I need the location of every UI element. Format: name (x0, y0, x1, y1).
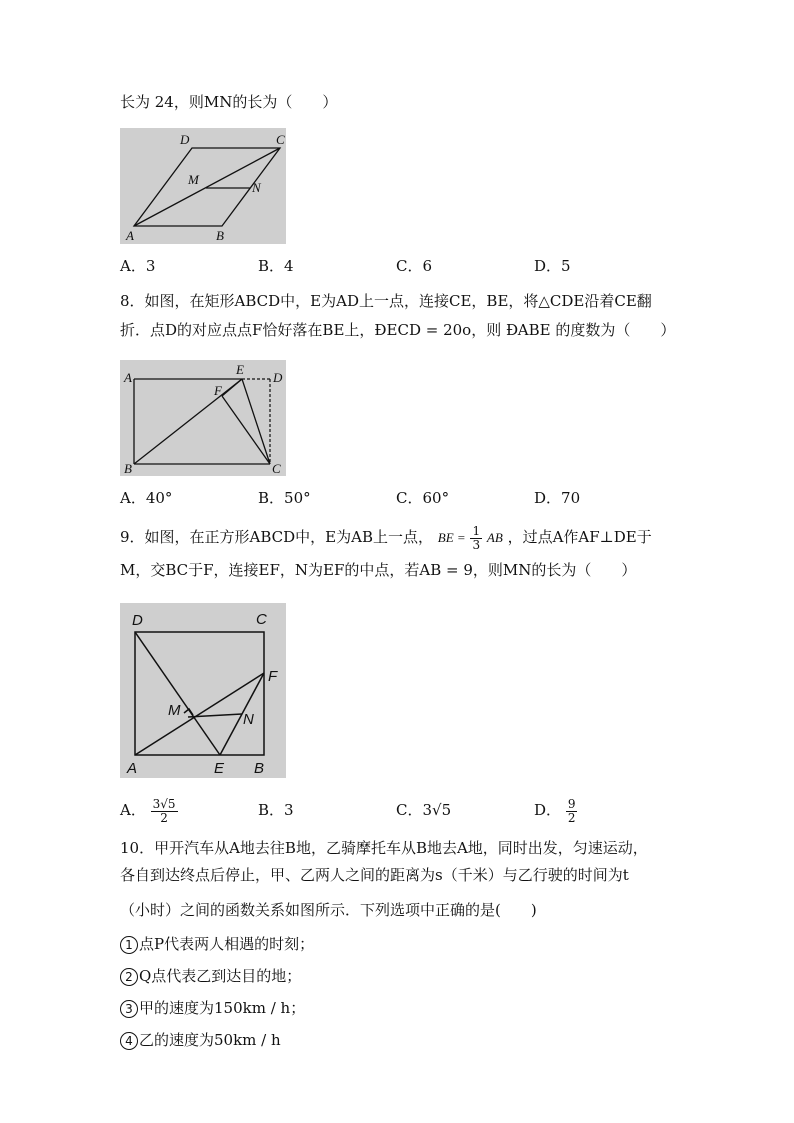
q10-item-4-text: 乙的速度为50km / h (139, 1031, 281, 1049)
q10-item-3 (120, 998, 305, 1018)
q9-label-n: N (243, 711, 254, 728)
q10-stem-line2: 各自到达终点后停止，甲、乙两人之间的距离为s（千米）与乙行驶的时间为t (120, 866, 629, 884)
q7-label-b: B (216, 228, 224, 243)
q9-option-d-fraction (566, 798, 578, 825)
q10-item-1-text: 点P代表两人相遇的时刻； (139, 935, 315, 953)
q10-item-4 (120, 1030, 281, 1050)
q10-item-3-number: 3 (120, 1000, 138, 1018)
q7-label-c: C (276, 132, 285, 147)
q9-label-b: B (254, 760, 265, 777)
q8-rectangle-figure (120, 360, 286, 476)
q9-option-a-prefix: A． (120, 801, 146, 819)
q8-label-c: C (272, 461, 281, 476)
q7-option-c: C．6 (396, 257, 433, 275)
q8-label-f: F (214, 383, 222, 398)
q7-parallelogram-figure (120, 128, 286, 244)
q9-option-a (120, 792, 178, 828)
q10-item-3-text: 甲的速度为150km / h； (139, 999, 306, 1017)
q7-label-n: N (252, 180, 261, 195)
q9-option-a-denominator: 2 (160, 810, 168, 825)
q9-stem-text-b: ，过点A作AF⊥DE于 (507, 528, 652, 546)
q10-item-2 (120, 966, 301, 986)
q9-fraction-denominator: 3 (472, 537, 481, 552)
q10-item-1 (120, 934, 314, 954)
q9-option-c: C．3√5 (396, 801, 452, 819)
q7-label-a: A (126, 228, 134, 243)
q8-label-e: E (236, 362, 244, 377)
q9-option-d-denominator: 2 (567, 810, 576, 825)
q8-option-c: C．60° (396, 489, 450, 507)
q9-stem-line1 (120, 524, 652, 552)
q8-label-d: D (273, 370, 283, 385)
q10-stem-line1: 10．甲开汽车从A地去往B地，乙骑摩托车从B地去A地，同时出发，匀速运动， (120, 839, 648, 857)
q9-label-m: M (168, 702, 181, 719)
q10-stem-line3: （小时）之间的函数关系如图所示．下列选项中正确的是( ) (120, 901, 537, 919)
q10-item-4-number: 4 (120, 1032, 138, 1050)
q9-label-c: C (256, 611, 267, 628)
q9-label-a: A (127, 760, 138, 777)
q9-option-d (534, 792, 577, 828)
q9-label-f: F (268, 668, 278, 685)
q9-option-b: B．3 (258, 801, 294, 819)
q9-option-a-numerator: 3√5 (152, 796, 176, 811)
q9-stem-line2: M，交BC于F，连接EF，N为EF的中点，若AB = 9，则MN的长为（ ） (120, 561, 637, 579)
q9-be-label: BE = (437, 530, 466, 545)
q10-item-1-number: 1 (120, 936, 138, 954)
q9-fraction-numerator: 1 (472, 523, 481, 538)
q7-option-a: A．3 (120, 257, 156, 275)
q7-option-d: D．5 (534, 257, 571, 275)
q9-square-figure (120, 603, 286, 778)
q7-option-b: B．4 (258, 257, 294, 275)
q8-label-b: B (124, 461, 132, 476)
q9-label-e: E (214, 760, 225, 777)
q8-option-d: D．70 (534, 489, 581, 507)
q9-ab-label: AB (486, 530, 503, 545)
q8-stem-line2: 折．点D的对应点点F恰好落在BE上，ÐECD = 20o，则 ÐABE 的度数为（ ） (120, 321, 676, 339)
q9-stem-text-a: 9．如图，在正方形ABCD中，E为AB上一点， (120, 528, 433, 546)
q9-option-d-prefix: D． (534, 801, 562, 819)
q9-label-d: D (132, 612, 143, 629)
q10-item-2-text: Q点代表乙到达目的地； (139, 967, 302, 985)
q8-option-a: A．40° (120, 489, 173, 507)
q8-option-b: B．50° (258, 489, 311, 507)
q8-label-a: A (124, 370, 132, 385)
q9-one-third-fraction (470, 525, 482, 552)
q9-option-a-fraction (151, 798, 178, 825)
q7-stem: 长为 24，则MN的长为（ ） (120, 93, 338, 111)
q10-item-2-number: 2 (120, 968, 138, 986)
q8-stem-line1: 8．如图，在矩形ABCD中，E为AD上一点，连接CE，BE，将△CDE沿着CE翻 (120, 292, 652, 310)
q9-option-d-numerator: 9 (567, 796, 576, 811)
q7-label-d: D (180, 132, 190, 147)
q7-label-m: M (188, 172, 199, 187)
